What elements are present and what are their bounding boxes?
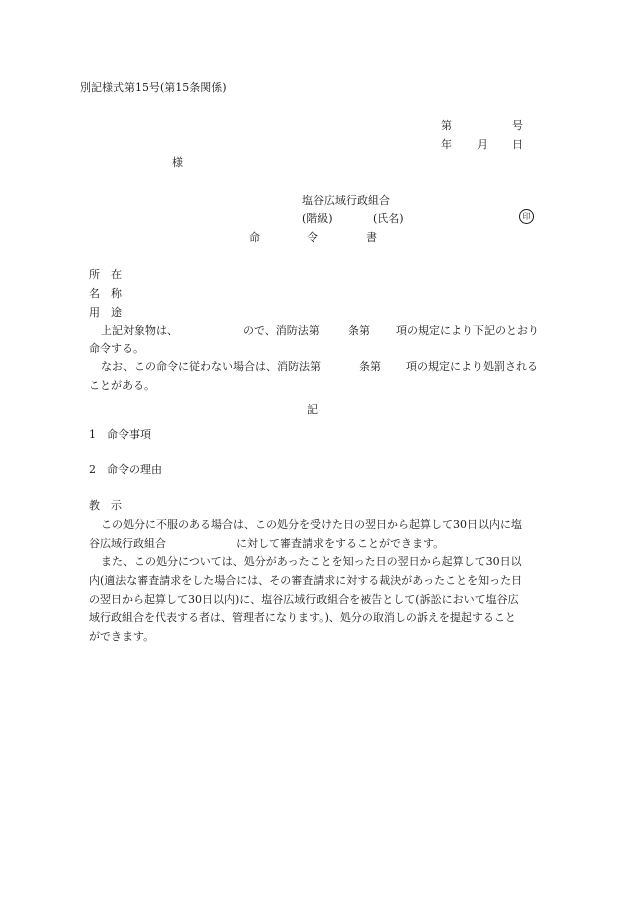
body-p1-part-d: 項の規定により下記のとおり: [396, 324, 539, 337]
body-p2-part-c: 項の規定により処罰される: [406, 360, 538, 373]
instruction-p2-line-3: の翌日から起算して30日以内)に、塩谷広域行政組合を被告として(訴訟において塩谷広: [89, 593, 519, 606]
use-label: 用 途: [89, 306, 122, 319]
instruction-heading: 教 示: [89, 499, 122, 512]
issuer-name: (氏名): [373, 212, 404, 225]
document-number-suffix: 号: [512, 119, 523, 132]
instruction-p1-line-1: この処分に不服のある場合は、この処分を受けた日の翌日から起算して30日以内に塩: [101, 518, 522, 531]
body-p2-part-a: なお、この命令に従わない場合は、消防法第: [101, 360, 321, 373]
record-heading: 記: [307, 403, 318, 416]
instruction-p2-line-1: また、この処分については、処分があったことを知った日の翌日から起算して30日以: [101, 555, 522, 568]
body-p2-part-b: 条第: [359, 360, 381, 373]
body-p1-part-c: 条第: [348, 324, 370, 337]
body-p2-part-d: ことがある。: [89, 379, 155, 392]
form-number: 別記様式第15号(第15条関係): [80, 81, 227, 94]
addressee-suffix: 様: [172, 156, 183, 169]
title-char-3: 書: [366, 231, 377, 244]
date-year: 年: [441, 138, 452, 151]
name-label: 名 称: [89, 287, 122, 300]
document-number-prefix: 第: [441, 119, 452, 132]
title-char-2: 令: [307, 231, 318, 244]
body-p1-part-b: ので、消防法第: [243, 324, 320, 337]
date-month: 月: [477, 138, 488, 151]
instruction-p2-line-4: 域行政組合を代表する者は、管理者になります。)、処分の取消しの訴えを提起すること: [89, 611, 516, 624]
instruction-p1-line-2: に対して審査請求をすることができます。: [236, 537, 445, 550]
body-p1-part-e: 命令する。: [89, 342, 144, 355]
location-label: 所 在: [89, 268, 122, 281]
issuer-rank: (階級): [302, 212, 333, 225]
instruction-p2-line-2: 内(適法な審査請求をした場合には、その審査請求に対する裁決があったことを知った日: [89, 574, 523, 587]
record-item-2: 2 命令の理由: [89, 463, 162, 476]
body-p1-part-a: 上記対象物は、: [101, 324, 178, 337]
date-day: 日: [512, 138, 523, 151]
instruction-p2-line-5: ができます。: [89, 630, 155, 643]
record-item-1: 1 命令事項: [89, 428, 151, 441]
seal-mark: 印: [519, 209, 534, 224]
issuer-organization: 塩谷広域行政組合: [302, 194, 390, 207]
title-char-1: 命: [249, 231, 260, 244]
instruction-p1-org: 谷広域行政組合: [89, 537, 166, 550]
